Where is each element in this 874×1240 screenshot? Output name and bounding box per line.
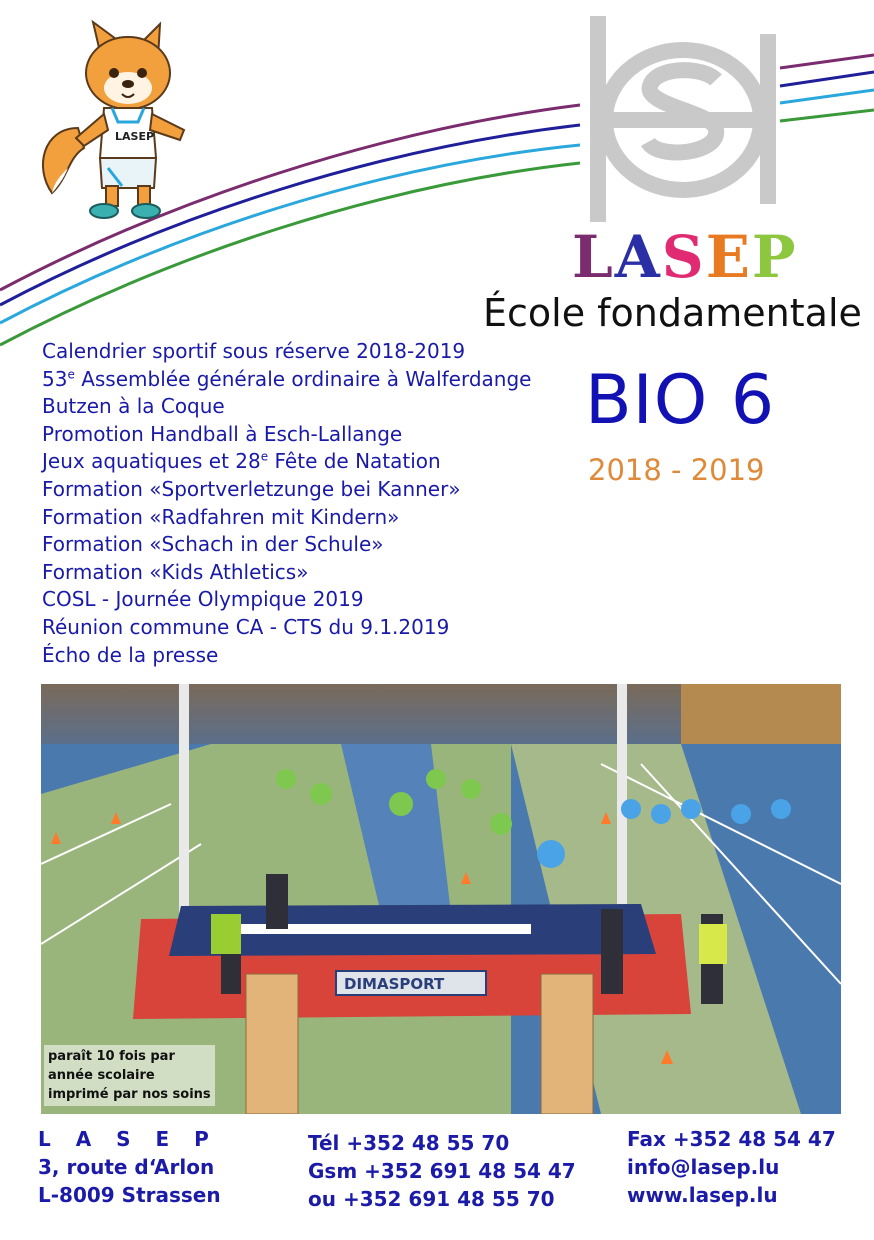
lasep-wordmark xyxy=(572,222,798,292)
toc-item: Calendrier sportif sous réserve 2018-2019 xyxy=(42,339,466,363)
mascot-shirt-text: LASEP xyxy=(115,130,155,143)
brand-letter: S xyxy=(661,223,706,291)
toc-item: Formation «Kids Athletics» xyxy=(42,559,309,584)
toc-item: Butzen à la Coque xyxy=(42,394,225,419)
photo-caption xyxy=(44,1045,215,1106)
toc-item: Réunion commune CA - CTS du 9.1.2019 xyxy=(42,614,450,639)
caption-line: imprimé par nos soins xyxy=(48,1087,211,1102)
fox-mascot-icon xyxy=(38,18,198,223)
caption-line: paraît 10 fois par xyxy=(48,1049,175,1064)
toc-item: Formation «Sportverletzunge bei Kanner» xyxy=(42,476,461,501)
toc-item: Jeux aquatiques et 28e Fête de Natation xyxy=(42,449,441,474)
contact-gsm-alt: ou +352 691 48 55 70 xyxy=(308,1187,555,1211)
brand-letter: E xyxy=(705,223,752,291)
lasep-logo-mark-icon xyxy=(588,14,778,224)
contact-name: L A S E P xyxy=(38,1127,218,1151)
issue-title: BIO 6 xyxy=(585,361,776,440)
toc-item: 53e Assemblée générale ordinaire à Walferdange xyxy=(42,366,532,391)
toc-item: Promotion Handball à Esch-Lallange xyxy=(42,421,403,446)
table-of-contents xyxy=(42,338,531,669)
toc-item: Écho de la presse xyxy=(42,642,219,667)
contact-gsm: Gsm +352 691 48 54 47 xyxy=(308,1159,576,1183)
issue-year: 2018 - 2019 xyxy=(588,453,765,487)
contact-street: 3, route d‘Arlon xyxy=(38,1155,215,1179)
contact-email[interactable]: info@lasep.lu xyxy=(627,1155,780,1179)
contact-fax: Fax +352 48 54 47 xyxy=(627,1127,836,1151)
caption-line: année scolaire xyxy=(48,1068,155,1083)
toc-item: COSL - Journée Olympique 2019 xyxy=(42,587,364,612)
brand-letter: P xyxy=(751,223,798,291)
toc-item: Formation «Schach in der Schule» xyxy=(42,532,384,557)
toc-item: Formation «Radfahren mit Kindern» xyxy=(42,504,400,529)
mat-label: DIMASPORT xyxy=(344,975,445,993)
contact-city: L-8009 Strassen xyxy=(38,1183,221,1207)
contact-online xyxy=(627,1125,836,1209)
contact-address xyxy=(38,1125,221,1209)
contact-website[interactable]: www.lasep.lu xyxy=(627,1183,778,1207)
page-subtitle: École fondamentale xyxy=(483,291,862,335)
contact-phones xyxy=(308,1129,576,1213)
brand-letter: L xyxy=(572,223,615,291)
brand-letter: A xyxy=(614,223,662,291)
contact-tel: Tél +352 48 55 70 xyxy=(308,1131,510,1155)
